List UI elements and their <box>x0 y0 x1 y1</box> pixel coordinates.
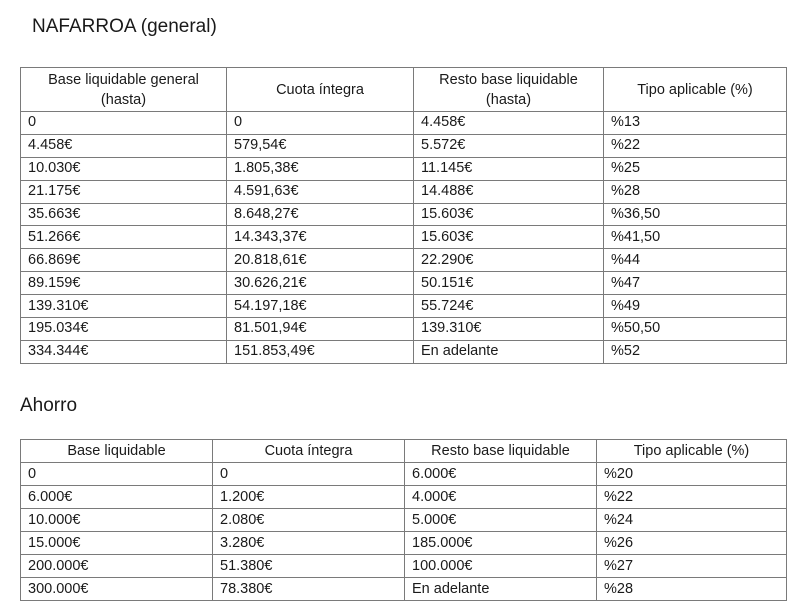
table-row <box>21 318 787 341</box>
cell-resto: 4.000€ <box>405 486 597 509</box>
cell-cuota: 151.853,49€ <box>227 340 414 363</box>
cell-base: 51.266€ <box>21 226 227 249</box>
cell-tipo: %52 <box>604 340 787 363</box>
cell-tipo: %36,50 <box>604 203 787 226</box>
cell-cuota: 51.380€ <box>213 555 405 578</box>
cell-tipo: %47 <box>604 272 787 295</box>
cell-cuota: 4.591,63€ <box>227 180 414 203</box>
cell-tipo: %26 <box>597 532 787 555</box>
cell-base: 6.000€ <box>21 486 213 509</box>
cell-cuota: 579,54€ <box>227 134 414 157</box>
column-header-tipo: Tipo aplicable (%) <box>597 440 787 463</box>
cell-resto: 4.458€ <box>414 112 604 135</box>
cell-tipo: %50,50 <box>604 318 787 341</box>
cell-resto: 22.290€ <box>414 249 604 272</box>
cell-base: 10.000€ <box>21 509 213 532</box>
cell-cuota: 54.197,18€ <box>227 295 414 318</box>
cell-base: 4.458€ <box>21 134 227 157</box>
cell-base: 21.175€ <box>21 180 227 203</box>
cell-resto: 50.151€ <box>414 272 604 295</box>
table-row <box>21 272 787 295</box>
cell-resto: En adelante <box>414 340 604 363</box>
cell-base: 334.344€ <box>21 340 227 363</box>
cell-tipo: %22 <box>597 486 787 509</box>
cell-base: 300.000€ <box>21 578 213 601</box>
column-header-tipo: Tipo aplicable (%) <box>604 68 787 112</box>
cell-resto: 6.000€ <box>405 463 597 486</box>
cell-base: 0 <box>21 112 227 135</box>
cell-cuota: 1.805,38€ <box>227 157 414 180</box>
ahorro-table-body <box>21 463 787 601</box>
column-header-resto: Resto base liquidable <box>405 440 597 463</box>
cell-base: 10.030€ <box>21 157 227 180</box>
cell-cuota: 1.200€ <box>213 486 405 509</box>
cell-base: 66.869€ <box>21 249 227 272</box>
cell-cuota: 20.818,61€ <box>227 249 414 272</box>
cell-cuota: 3.280€ <box>213 532 405 555</box>
cell-tipo: %13 <box>604 112 787 135</box>
table-row <box>21 486 787 509</box>
table-row <box>21 249 787 272</box>
cell-resto: En adelante <box>405 578 597 601</box>
ahorro-table-title: Ahorro <box>20 395 78 416</box>
cell-cuota: 8.648,27€ <box>227 203 414 226</box>
table-row <box>21 532 787 555</box>
table-row <box>21 295 787 318</box>
cell-tipo: %49 <box>604 295 787 318</box>
column-header-base: Base liquidable general (hasta) <box>21 68 227 112</box>
cell-tipo: %20 <box>597 463 787 486</box>
cell-cuota: 81.501,94€ <box>227 318 414 341</box>
cell-base: 89.159€ <box>21 272 227 295</box>
table-row <box>21 463 787 486</box>
cell-cuota: 14.343,37€ <box>227 226 414 249</box>
cell-base: 15.000€ <box>21 532 213 555</box>
column-header-cuota: Cuota íntegra <box>213 440 405 463</box>
cell-resto: 185.000€ <box>405 532 597 555</box>
table-row <box>21 555 787 578</box>
cell-cuota: 78.380€ <box>213 578 405 601</box>
general-tax-table <box>20 67 787 364</box>
table-row <box>21 226 787 249</box>
cell-tipo: %24 <box>597 509 787 532</box>
cell-tipo: %28 <box>597 578 787 601</box>
general-table-title: NAFARROA (general) <box>32 16 217 37</box>
cell-resto: 55.724€ <box>414 295 604 318</box>
cell-cuota: 2.080€ <box>213 509 405 532</box>
cell-resto: 11.145€ <box>414 157 604 180</box>
cell-cuota: 0 <box>213 463 405 486</box>
cell-resto: 15.603€ <box>414 226 604 249</box>
table-row <box>21 203 787 226</box>
cell-cuota: 30.626,21€ <box>227 272 414 295</box>
cell-base: 200.000€ <box>21 555 213 578</box>
table-row <box>21 180 787 203</box>
cell-resto: 100.000€ <box>405 555 597 578</box>
cell-resto: 5.572€ <box>414 134 604 157</box>
cell-resto: 15.603€ <box>414 203 604 226</box>
ahorro-tax-table <box>20 439 787 601</box>
cell-tipo: %22 <box>604 134 787 157</box>
column-header-cuota: Cuota íntegra <box>227 68 414 112</box>
table-row <box>21 112 787 135</box>
column-header-resto: Resto base liquidable (hasta) <box>414 68 604 112</box>
cell-tipo: %44 <box>604 249 787 272</box>
cell-tipo: %41,50 <box>604 226 787 249</box>
table-row <box>21 509 787 532</box>
table-row <box>21 578 787 601</box>
cell-tipo: %27 <box>597 555 787 578</box>
table-row <box>21 157 787 180</box>
table-row <box>21 134 787 157</box>
table-header-row <box>21 68 787 112</box>
cell-resto: 139.310€ <box>414 318 604 341</box>
cell-tipo: %28 <box>604 180 787 203</box>
column-header-base: Base liquidable <box>21 440 213 463</box>
cell-base: 0 <box>21 463 213 486</box>
cell-resto: 14.488€ <box>414 180 604 203</box>
general-table-body <box>21 112 787 364</box>
table-row <box>21 340 787 363</box>
cell-base: 195.034€ <box>21 318 227 341</box>
cell-tipo: %25 <box>604 157 787 180</box>
cell-base: 35.663€ <box>21 203 227 226</box>
table-header-row <box>21 440 787 463</box>
cell-base: 139.310€ <box>21 295 227 318</box>
cell-resto: 5.000€ <box>405 509 597 532</box>
cell-cuota: 0 <box>227 112 414 135</box>
